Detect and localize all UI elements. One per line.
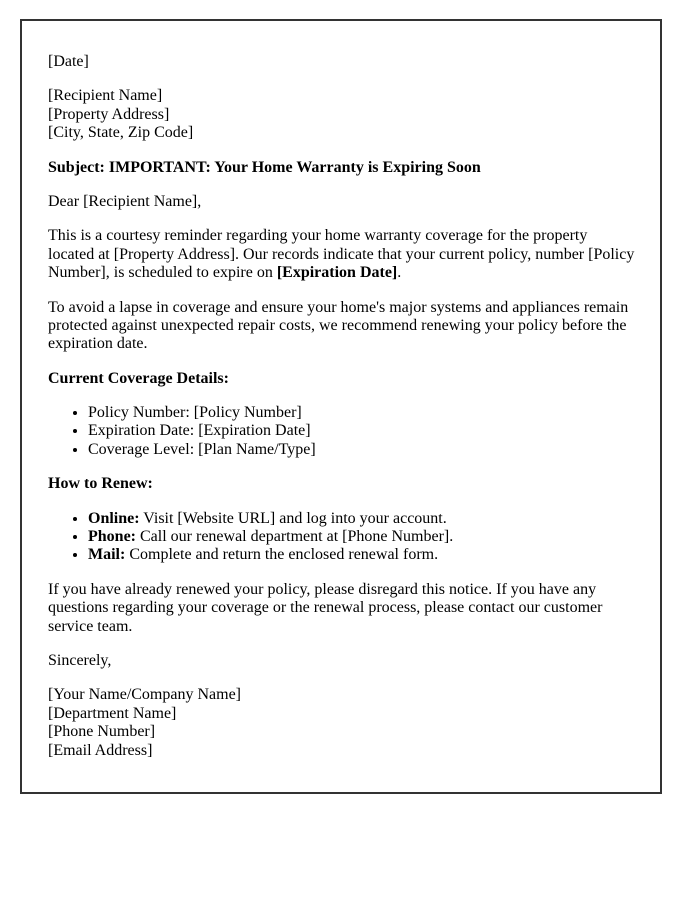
renew-item-mail <box>88 546 635 564</box>
signature-company-line: [Your Name/Company Name] <box>48 686 242 704</box>
coverage-list <box>48 404 635 459</box>
subject-line: Subject: IMPORTANT: Your Home Warranty is Expiring Soon <box>48 158 481 176</box>
renew-mail-text: Complete and return the enclosed renewal form. <box>125 546 439 564</box>
signature-block <box>48 686 635 760</box>
coverage-heading: Current Coverage Details: <box>48 369 229 387</box>
recipient-name-line: [Recipient Name] <box>48 87 163 105</box>
renew-list <box>48 510 635 565</box>
lapse-paragraph: To avoid a lapse in coverage and ensure your home's major systems and appliances remain protected against unexpected repair costs, we recommend renewing your policy before the expiration date. <box>48 298 629 353</box>
salutation: Dear [Recipient Name], <box>48 192 202 210</box>
renew-phone-text: Call our renewal department at [Phone Number]. <box>136 528 454 546</box>
renew-phone-label: Phone: <box>88 528 136 546</box>
signature-department-line: [Department Name] <box>48 704 177 722</box>
coverage-item-policy-number: • Policy Number: [Policy Number] <box>88 404 635 422</box>
disregard-paragraph: If you have already renewed your policy, please disregard this notice. If you have any questions regarding your coverage or the renewal process, please contact our customer service team. <box>48 580 603 635</box>
intro-text-after: . <box>397 264 402 282</box>
intro-text-before: This is a courtesy reminder regarding your home warranty coverage for the property located at [Property Address]. Our records indicate that your current policy, number [Policy Number], is scheduled to expire on <box>48 227 635 282</box>
renew-item-online <box>88 510 635 528</box>
letter-container <box>20 19 662 794</box>
renew-online-label: Online: <box>88 509 140 527</box>
signature-email-line: [Email Address] <box>48 741 153 759</box>
closing: Sincerely, <box>48 651 112 669</box>
renew-mail-label: Mail: <box>88 546 126 564</box>
intro-paragraph <box>48 227 635 282</box>
recipient-block <box>48 87 635 142</box>
signature-phone-line: [Phone Number] <box>48 723 156 741</box>
coverage-item-coverage-level: • Coverage Level: [Plan Name/Type] <box>88 441 635 459</box>
renew-heading: How to Renew: <box>48 475 153 493</box>
recipient-address-line: [Property Address] <box>48 105 170 123</box>
renew-online-text: Visit [Website URL] and log into your account. <box>139 509 447 527</box>
coverage-item-expiration-date: • Expiration Date: [Expiration Date] <box>88 422 635 440</box>
recipient-city-line: [City, State, Zip Code] <box>48 124 194 142</box>
date-line: [Date] <box>48 53 89 70</box>
renew-item-phone <box>88 528 635 546</box>
expiration-date-emphasis: [Expiration Date] <box>276 264 398 282</box>
